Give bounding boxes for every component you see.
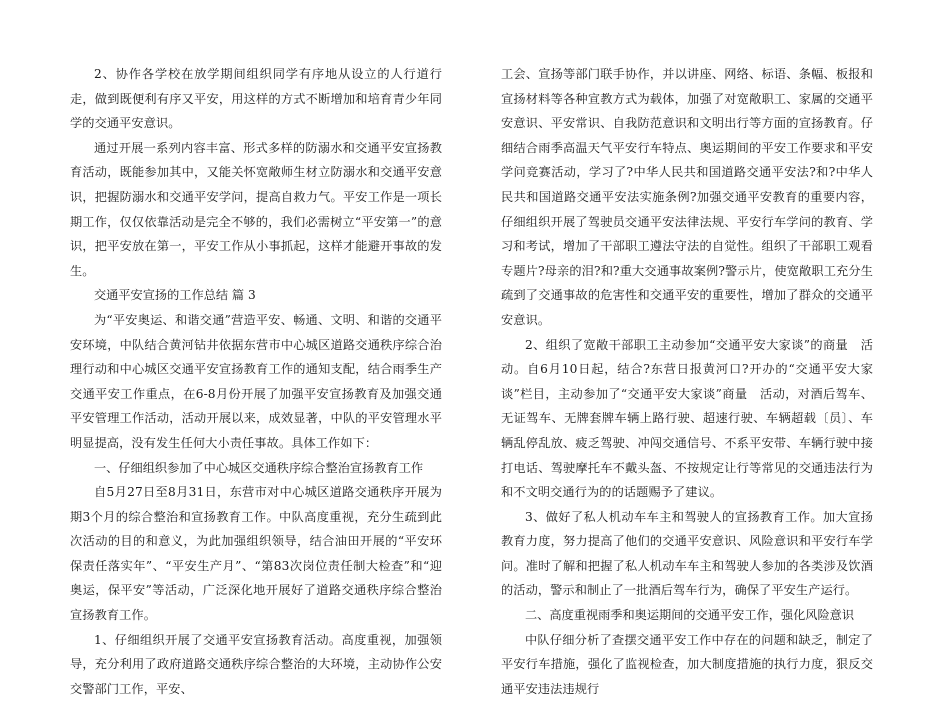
- paragraph: 2、协作各学校在放学期间组织同学有序地从设立的人行道行走，做到既便利有序又平安，用这样的方式不断增加和培育青少年同学的交通平安意识。: [70, 67, 442, 131]
- left-column: [70, 62, 442, 701]
- paragraph: 自5月27日至8月31日，东营市对中心城区道路交通秩序开展为期3个月的综合整治和宣扬教育工作。中队高度重视，充分生疏到此次活动的目的和意义，为此加强组织领导，结合油田开展的“平安环保责任落实年”、“平安生产月”、“第83次岗位责任制大检查”和“迎奥运，保平安”等活动，广泛深化地开展好了道路交通秩序综合整治宣扬教育工作。: [70, 485, 442, 623]
- paragraph: 工会、宣扬等部门联手协作，并以讲座、网络、标语、条幅、板报和宣扬材料等各种宣教方式为载体，加强了对宽敞职工、家属的交通平安意识、平安常识、自我防范意识和文明出行等方面的宣扬教育。仔细结合雨季高温天气平安行车特点、奥运期间的平安工作要求和平安学问竞赛活动，学习了?中华人民共和国道路交通平安法?和?中华人民共和国道路交通平安法实施条例?加强交通平安教育的重要内容，仔细组织开展了驾驶员交通平安法律法规、平安行车学问的教育、学习和考试，增加了干部职工遵法守法的自觉性。组织了干部职工观看专题片?母亲的泪?和?重大交通事故案例?警示片，使宽敞职工充分生疏到了交通事故的危害性和交通平安的重要性，增加了群众的交通平安意识。: [501, 67, 873, 327]
- section-heading: 一、仔细组织参加了中心城区交通秩序综合整治宣扬教育工作: [94, 460, 424, 475]
- paragraph: 通过开展一系列内容丰富、形式多样的防溺水和交通平安宣扬教育活动，既能参加其中，又能关怀宽敞师生材立防溺水和交通平安意识，把握防溺水和交通平安学问，提高自救力气。平安工作是一项长期工作，仅仅依靠活动是完全不够的，我们必需树立“平安第一”的意识，把平安放在第一，平安工作从小事抓起，这样才能避开事故的发生。: [70, 140, 442, 278]
- paragraph: 为“平安奥运、和谐交通”营造平安、畅通、文明、和谐的交通平安环境，中队结合黄河钻井依据东营市中心城区道路交通秩序综合治理行动和中心城区交通平安宣扬教育工作的通知支配，结合雨季生产交通平安工作重点，在6-8月份开展了加强平安宣扬教育及加强交通平安管理工作活动，活动开展以来，成效显著，中队的平安管理水平明显提高，没有发生任何大小责任事故。具体工作如下：: [70, 312, 442, 450]
- paragraph: 2、组织了宽敞干部职工主动参加“交通平安大家谈”的商量 活动。自6月10日起，结合?东营日报黄河口?开办的“交通平安大家谈”栏目，主动参加了“交通平安大家谈”商量 活动，对酒后驾车、无证驾车、无牌套牌车辆上路行驶、超速行驶、车辆超载〔员〕、车辆乱停乱放、疲乏驾驶、冲闯交通信号、不系平安带、车辆行驶中接打电话、驾驶摩托车不戴头盔、不按规定让行等常见的交通违法行为和不文明交通行为的的话题赐予了建议。: [501, 337, 873, 500]
- right-column: [501, 62, 873, 701]
- section-heading: 二、高度重视雨季和奥运期间的交通平安工作，强化风险意识: [525, 608, 855, 623]
- paragraph: 1、仔细组织开展了交通平安宣扬教育活动。高度重视，加强领导，充分利用了政府道路交通秩序综合整治的大环境，主动协作公安交警部门工作，平安、: [70, 632, 442, 696]
- paragraph: 3、做好了私人机动车车主和驾驶人的宣扬教育工作。加大宣扬教育力度，努力提高了他们的交通平安意识、风险意识和平安行车学问。准时了解和把握了私人机动车车主和驾驶人参加的各类涉及饮酒的活动，警示和制止了一批酒后驾车行为，确保了平安生产运行。: [501, 509, 873, 598]
- section-title: 交通平安宣扬的工作总结 篇 3: [94, 288, 256, 303]
- paragraph: 中队仔细分析了查摆交通平安工作中存在的问题和缺乏，制定了平安行车措施，强化了监视检查，加大制度措施的执行力度，狠反交通平安违法违规行: [501, 632, 873, 696]
